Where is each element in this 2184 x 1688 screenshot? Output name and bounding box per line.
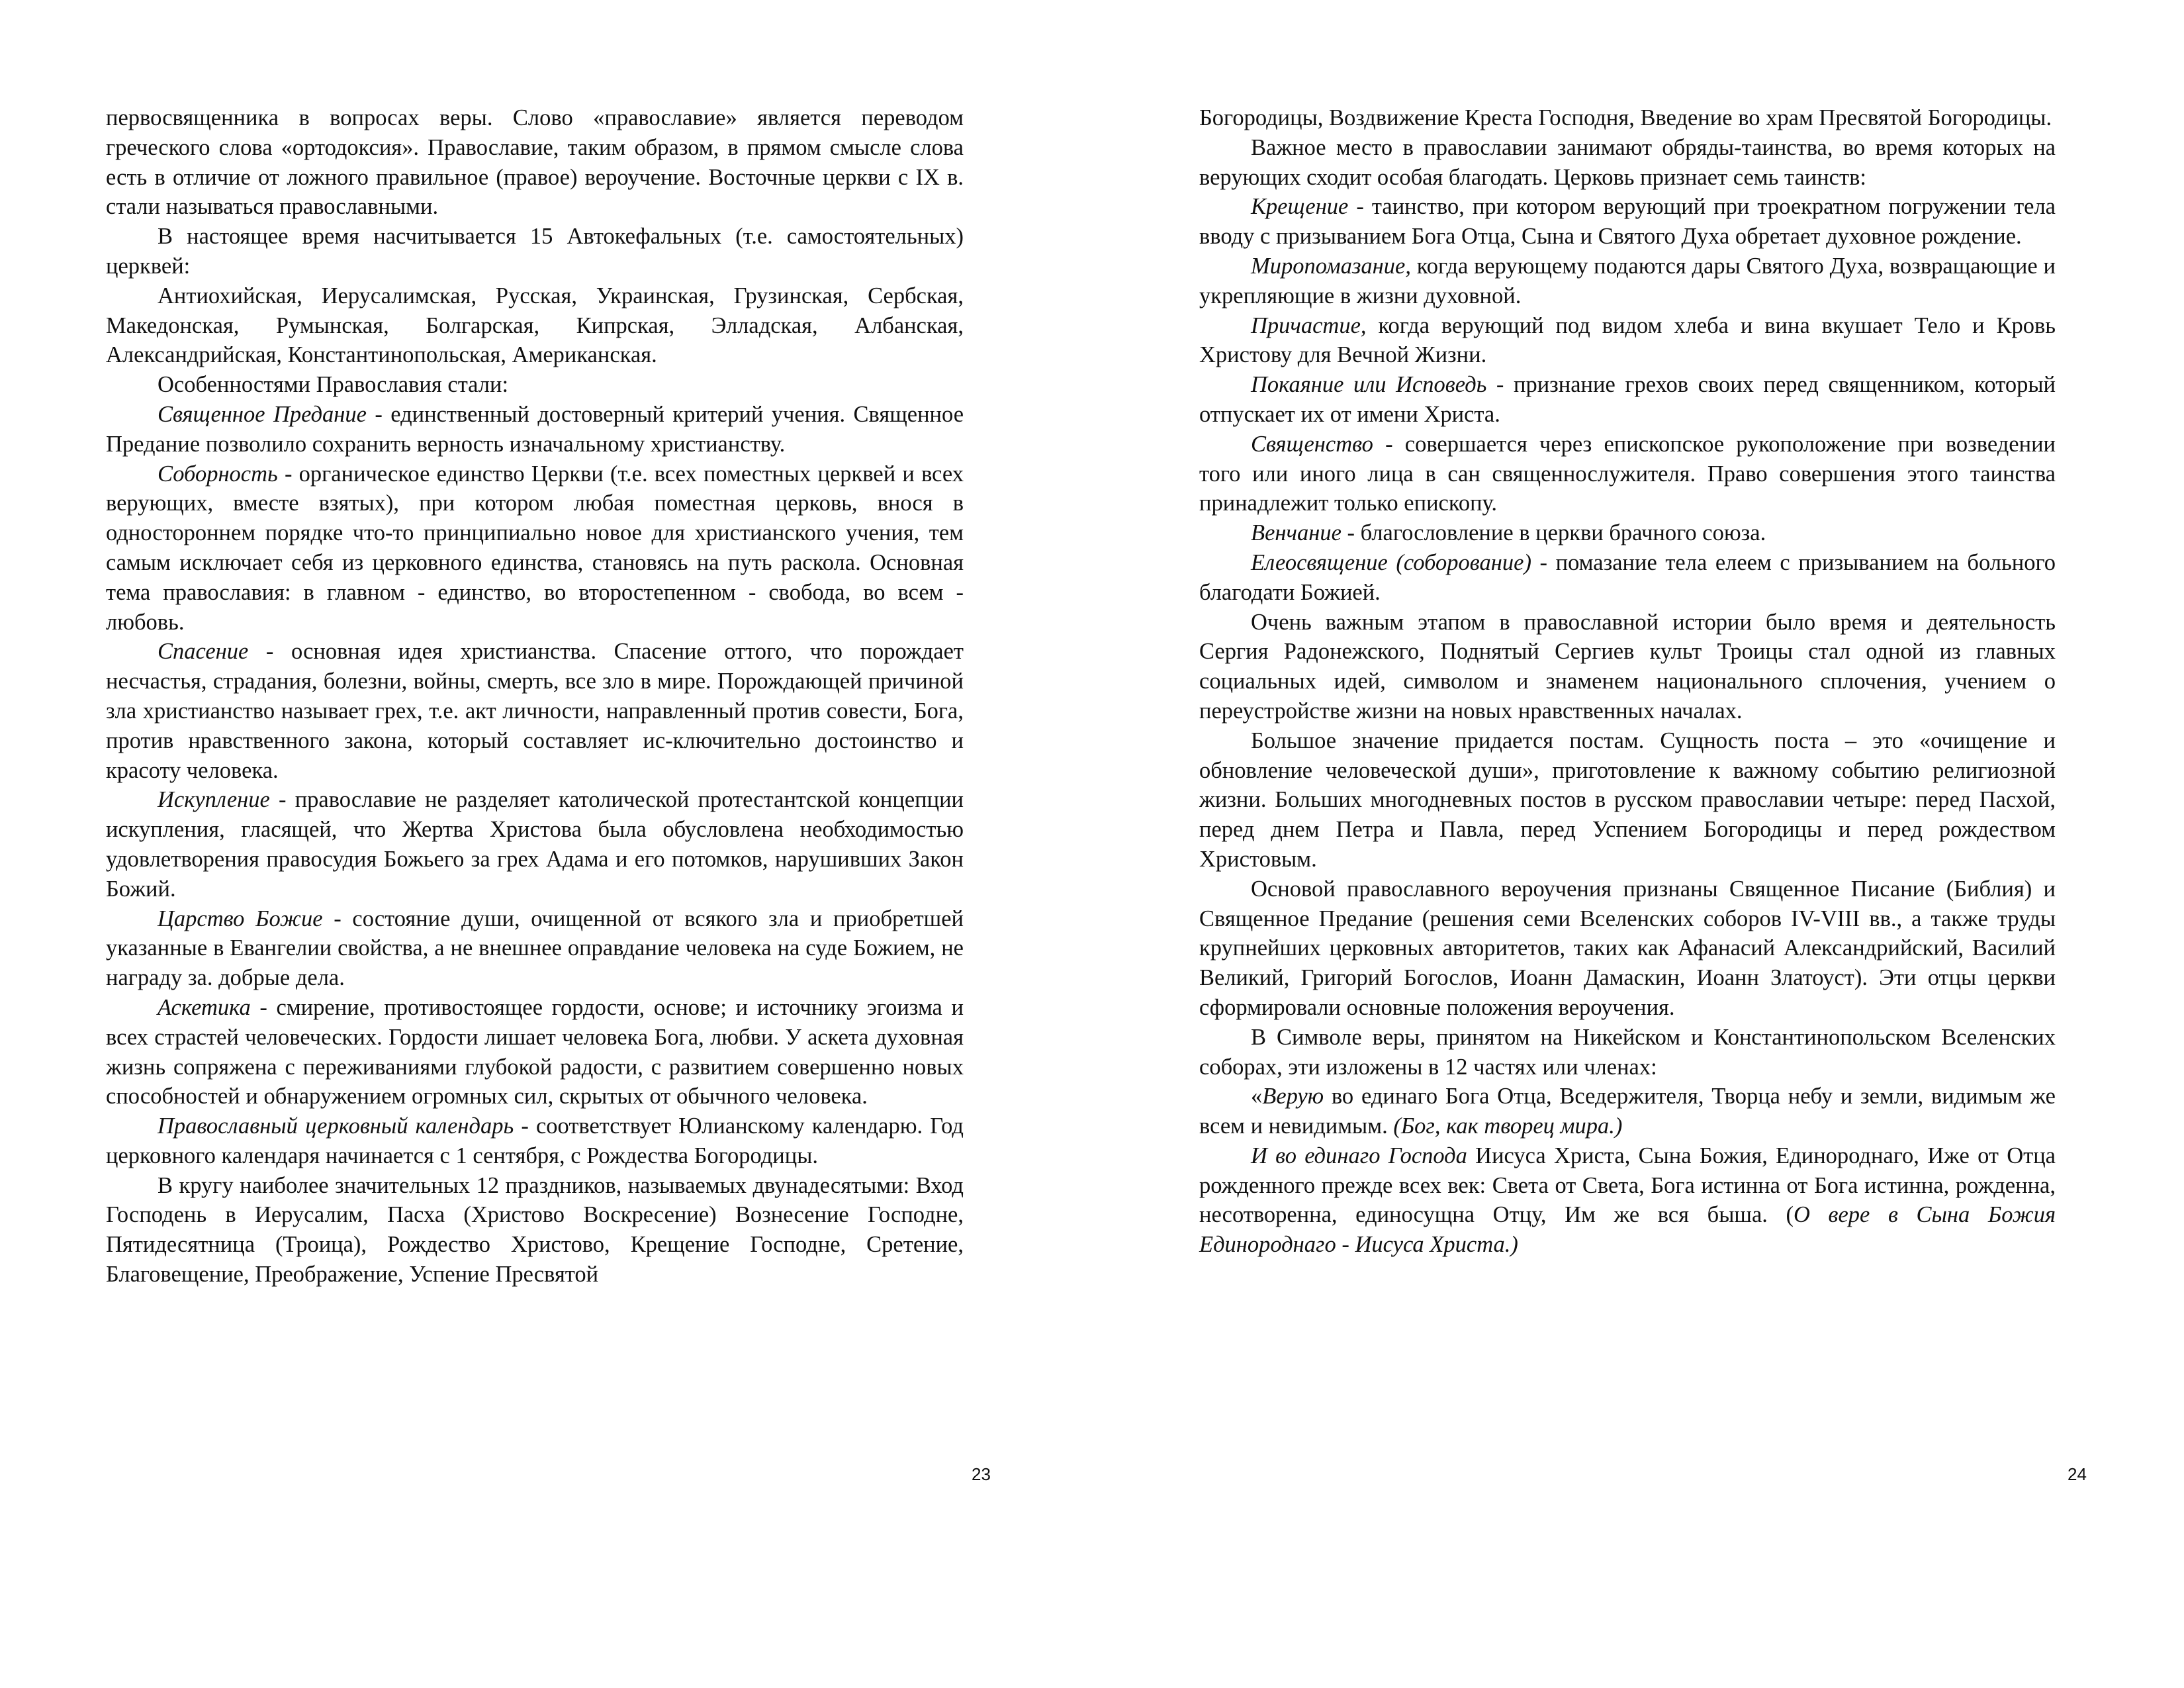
creed-note-1: (Бог, как творец мира.) xyxy=(1393,1113,1623,1139)
page-number-right: 24 xyxy=(2068,1464,2087,1484)
right-paragraph xyxy=(1199,311,2056,371)
left-paragraph-text: - православие не разделяет католической протестантской концепции искупления, гласящей, что Жертва Христова была обусловлена необходимостью удовлетворения правосудия Божьего за грех Адама и его потомков, нарушивших Закон Божий. xyxy=(106,787,964,902)
creed-paragraph-1 xyxy=(1199,1082,2056,1141)
right-paragraph-text: Важное место в православии занимают обряды-таинства, во время которых на верующих сходит особая благодать. Церковь признает семь таинств: xyxy=(1199,134,2056,190)
right-paragraph xyxy=(1199,103,2056,133)
right-paragraph xyxy=(1199,370,2056,430)
right-paragraph-text: Очень важным этапом в православной истории было время и деятельность Сергия Радонежского, Поднятый Сергиев культ Троицы стал одной из главных социальных идей, символом и знаменем национального сплочения, учением о переустройстве жизни на новых нравственных началах. xyxy=(1199,609,2056,724)
creed-paragraph-2 xyxy=(1199,1141,2056,1260)
right-paragraph-text: Основой православного вероучения признаны Священное Писание (Библия) и Священное Предание (решения семи Вселенских соборов IV-VIII вв., а также труды крупнейших церковных авторитетов, таких как Афанасий Александрийский, Василий Великий, Григорий Богослов, Иоанн Дамаскин, Иоанн Златоуст). Эти отцы церкви сформировали основные положения вероучения. xyxy=(1199,876,2056,1020)
left-paragraph-text: - соответствует Юлианскому календарю. Год церковного календаря начинается с 1 сентября, с Рождества Богородицы. xyxy=(106,1113,964,1168)
creed-note-2: О вере в Сына Божия Единороднаго - Иисуса Христа.) xyxy=(1199,1202,2056,1258)
left-paragraph xyxy=(106,637,964,785)
left-paragraph-text: - единственный достоверный критерий учения. Священное Предание позволило сохранить верность изначальному христианству. xyxy=(106,401,964,457)
right-paragraph-term: Елеосвящение (соборование) xyxy=(1251,549,1531,575)
left-paragraph-term: Соборность xyxy=(158,461,278,487)
right-paragraph-text: - совершается через епископское рукоположение при возведении того или иного лица в сан священнослужителя. Право совершения этого таинства принадлежит только епископу. xyxy=(1199,431,2056,516)
right-paragraph xyxy=(1199,133,2056,193)
left-paragraph-text: В настоящее время насчитывается 15 Автокефальных (т.е. самостоятельных) церквей: xyxy=(106,224,964,279)
right-paragraph xyxy=(1199,252,2056,311)
right-paragraph-term: Причастие, xyxy=(1251,312,1367,338)
right-paragraph-term: Венчание xyxy=(1251,520,1342,546)
left-paragraph-text: - состояние души, очищенной от всякого зла и приобретшей указанные в Евангелии свойства, а не внешнее оправдание человека на суде Божием, не награду за. добрые дела. xyxy=(106,906,964,991)
right-paragraph xyxy=(1199,608,2056,726)
right-paragraph xyxy=(1199,726,2056,874)
left-paragraph xyxy=(106,103,964,222)
left-page-text xyxy=(106,103,964,1289)
right-paragraph xyxy=(1199,548,2056,608)
left-paragraph-text: - органическое единство Церкви (т.е. всех поместных церквей и всех верующих, вместе взятых), при котором любая поместная церковь, внося в одностороннем порядке что-то принципиально новое для христианского учения, тем самым исключает себя из церковного единства, становясь на путь раскола. Основная тема православия: в главном - единство, во второстепенном - свобода, во всем - любовь. xyxy=(106,461,964,635)
left-paragraph xyxy=(106,370,964,400)
creed-text-2: Иисуса Христа, Сына Божия, Единороднаго, Иже от Отца рожденного прежде всех век: Света от Света, Бога истинна от Бога истинна, рожденна, несотворенна, единосущна Отцу, Им же вся быша. ( xyxy=(1199,1143,2056,1228)
right-page-text xyxy=(1199,103,2056,1082)
creed-term-1: Верую xyxy=(1262,1084,1324,1109)
left-paragraph xyxy=(106,222,964,281)
right-paragraph-text: - таинство, при котором верующий при троекратном погружении тела вводу с призыванием Бога Отца, Сына и Святого Духа обретает духовное рождение. xyxy=(1199,194,2056,250)
right-paragraph xyxy=(1199,518,2056,548)
right-paragraph-term: Покаяние или Исповедь xyxy=(1251,372,1487,398)
right-paragraph xyxy=(1199,192,2056,252)
left-paragraph xyxy=(106,785,964,904)
left-page xyxy=(106,103,964,1619)
left-paragraph-term: Православный церковный календарь xyxy=(158,1113,514,1139)
left-paragraph-text: - смирение, противостоящее гордости, основе; и источнику эгоизма и всех страстей человеческих. Гордости лишает человека Бога, любви. У аскета духовная жизнь сопряжена с переживаниями глубокой радости, с развитием совершенно новых способностей и обнаружением огромных сил, скрытых от обычного человека. xyxy=(106,994,964,1109)
left-paragraph-term: Аскетика xyxy=(158,994,251,1020)
left-paragraph-term: Священное Предание xyxy=(158,401,367,427)
left-paragraph xyxy=(106,1111,964,1171)
right-paragraph xyxy=(1199,874,2056,1023)
left-paragraph-text: - основная идея христианства. Спасение оттого, что порождает несчастья, страдания, болезни, войны, смерть, все зло в мире. Порождающей причиной зла христианство называет грех, т.е. акт личности, направленный против совести, Бога, против нравственного закона, который составляет ис-ключительно достоинство и красоту человека. xyxy=(106,639,964,783)
left-paragraph-text: Антиохийская, Иерусалимская, Русская, Украинская, Грузинская, Сербская, Македонская, Румынская, Болгарская, Кипрская, Элладская, Албанская, Александрийская, Константинопольская, Американская. xyxy=(106,283,964,368)
left-paragraph-text: В кругу наиболее значительных 12 праздников, называемых двунадесятыми: Вход Господень в Иерусалим, Пасха (Христово Воскресение) Вознесение Господне, Пятидесятница (Троица), Рождество Христово, Крещение Господне, Сретение, Благовещение, Преображение, Успение Пресвятой xyxy=(106,1172,964,1288)
right-paragraph-text: В Символе веры, принятом на Никейском и Константинопольском Вселенских соборах, эти изложены в 12 частях или членах: xyxy=(1199,1024,2056,1080)
left-paragraph-term: Спасение xyxy=(158,639,249,665)
left-paragraph-text: Особенностями Православия стали: xyxy=(158,372,509,398)
creed-term-2: И во единаго Господа xyxy=(1251,1143,1467,1168)
left-paragraph-text: первосвященника в вопросах веры. Слово «православие» является переводом греческого слова «ортодоксия». Православие, таким образом, в прямом смысле слова есть в отличие от ложного правильное (правое) вероучение. Восточные церкви с IX в. стали называться православными. xyxy=(106,105,964,220)
right-paragraph-text: Большое значение придается постам. Сущность поста – это «очищение и обновление человеческой души», приготовление к важному событию религиозной жизни. Больших многодневных постов в русском православии четыре: перед Пасхой, перед днем Петра и Павла, перед Успением Богородицы и перед рождеством Христовым. xyxy=(1199,727,2056,872)
right-paragraph-text: - помазание тела елеем с призыванием на больного благодати Божией. xyxy=(1199,549,2056,605)
left-paragraph-term: Царство Божие xyxy=(158,906,323,931)
right-paragraph xyxy=(1199,430,2056,518)
right-paragraph-term: Священство xyxy=(1251,431,1373,457)
page-number-left: 23 xyxy=(972,1464,991,1484)
right-paragraph-term: Миропомазание, xyxy=(1251,253,1411,279)
right-paragraph-text: Богородицы, Воздвижение Креста Господня, Введение во храм Пресвятой Богородицы. xyxy=(1199,105,2052,130)
right-paragraph-text: - благословление в церкви брачного союза. xyxy=(1341,520,1766,546)
right-paragraph-text: - признание грехов своих перед священником, который отпускает их от имени Христа. xyxy=(1199,372,2056,427)
left-paragraph xyxy=(106,904,964,993)
right-paragraph-text: когда верующему подаются дары Святого Духа, возвращающие и укрепляющие в жизни духовной. xyxy=(1199,253,2056,308)
right-paragraph-text: когда верующий под видом хлеба и вина вкушает Тело и Кровь Христову для Вечной Жизни. xyxy=(1199,312,2056,368)
left-paragraph xyxy=(106,459,964,637)
creed-text-1: во единаго Бога Отца, Вседержителя, Творца небу и земли, видимым же всем и невидимым. xyxy=(1199,1084,2056,1139)
left-paragraph xyxy=(106,1171,964,1289)
left-paragraph-term: Искупление xyxy=(158,787,270,813)
creed-quote-open: « xyxy=(1251,1084,1263,1109)
left-paragraph xyxy=(106,400,964,459)
right-paragraph-term: Крещение xyxy=(1251,194,1349,220)
right-page xyxy=(1199,103,2056,1619)
left-paragraph xyxy=(106,281,964,370)
right-paragraph xyxy=(1199,1023,2056,1082)
left-paragraph xyxy=(106,993,964,1111)
